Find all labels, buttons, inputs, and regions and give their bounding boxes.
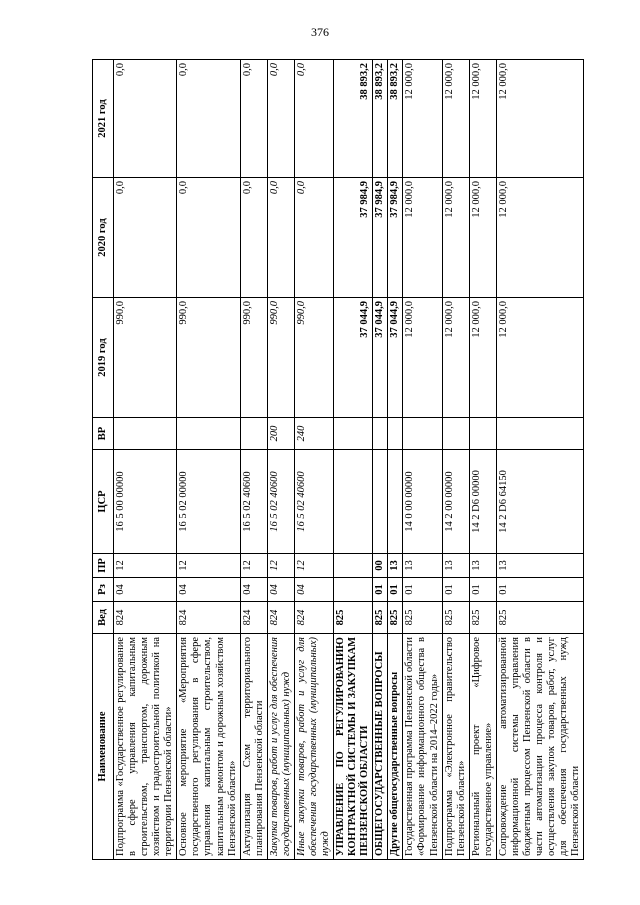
cell-pr: 12 bbox=[177, 554, 240, 578]
rotated-table-container bbox=[92, 60, 582, 860]
cell-vr bbox=[403, 418, 442, 450]
header-2020: 2020 год bbox=[93, 178, 114, 298]
cell-vr bbox=[388, 418, 403, 450]
cell-2019: 990,0 bbox=[294, 298, 333, 418]
cell-vr bbox=[469, 418, 496, 450]
cell-pr: 12 bbox=[114, 554, 177, 578]
cell-vr bbox=[442, 418, 469, 450]
cell-ved: 825 bbox=[442, 602, 469, 634]
page-number: 376 bbox=[311, 25, 329, 39]
cell-2020: 37 984,9 bbox=[373, 178, 388, 298]
cell-rz: 01 bbox=[403, 578, 442, 602]
cell-csr: 14 2 D6 64150 bbox=[496, 450, 583, 554]
cell-2019: 990,0 bbox=[114, 298, 177, 418]
cell-2021: 12 000,0 bbox=[496, 60, 583, 178]
cell-2021: 38 893,2 bbox=[388, 60, 403, 178]
cell-rz: 04 bbox=[240, 578, 267, 602]
cell-csr: 16 5 02 00000 bbox=[177, 450, 240, 554]
table-row bbox=[373, 60, 388, 860]
cell-name: Актуализация Схем территориального планирования Пензенской области bbox=[240, 634, 267, 860]
cell-vr: 200 bbox=[267, 418, 294, 450]
table-body bbox=[114, 60, 584, 860]
cell-pr: 13 bbox=[442, 554, 469, 578]
cell-vr bbox=[114, 418, 177, 450]
cell-2019: 12 000,0 bbox=[469, 298, 496, 418]
cell-name: УПРАВЛЕНИЕ ПО РЕГУЛИРОВАНИЮ КОНТРАКТНОЙ СИСТЕМЫ И ЗАКУПКАМ ПЕНЗЕНСКОЙ ОБЛАСТИ bbox=[334, 634, 373, 860]
cell-2020: 12 000,0 bbox=[469, 178, 496, 298]
header-ved: Вед bbox=[93, 602, 114, 634]
cell-pr: 12 bbox=[267, 554, 294, 578]
cell-rz bbox=[334, 578, 373, 602]
table-row bbox=[114, 60, 177, 860]
cell-2020: 12 000,0 bbox=[403, 178, 442, 298]
cell-name: Сопровождение автоматизированной информационной системы управления бюджетным процессом Пензенской области в части автоматизации процесса контроля и осуществления закупок товаров, работ, услуг для обеспечения государственных нужд Пензенской области bbox=[496, 634, 583, 860]
cell-csr: 14 0 00 00000 bbox=[403, 450, 442, 554]
cell-name: Региональный проект «Цифровое государственное управление» bbox=[469, 634, 496, 860]
cell-2021: 0,0 bbox=[114, 60, 177, 178]
table-row bbox=[442, 60, 469, 860]
table-row bbox=[403, 60, 442, 860]
header-name: Наименование bbox=[93, 634, 114, 860]
cell-rz: 04 bbox=[114, 578, 177, 602]
cell-vr bbox=[177, 418, 240, 450]
cell-2019: 990,0 bbox=[267, 298, 294, 418]
cell-vr bbox=[240, 418, 267, 450]
cell-rz: 01 bbox=[442, 578, 469, 602]
cell-ved: 825 bbox=[469, 602, 496, 634]
cell-pr bbox=[334, 554, 373, 578]
cell-2019: 12 000,0 bbox=[403, 298, 442, 418]
cell-2020: 0,0 bbox=[177, 178, 240, 298]
cell-2019: 990,0 bbox=[177, 298, 240, 418]
cell-pr: 13 bbox=[403, 554, 442, 578]
cell-ved: 825 bbox=[403, 602, 442, 634]
cell-csr bbox=[373, 450, 388, 554]
header-csr: ЦСР bbox=[93, 450, 114, 554]
cell-2021: 0,0 bbox=[267, 60, 294, 178]
table-row bbox=[240, 60, 267, 860]
cell-2021: 12 000,0 bbox=[403, 60, 442, 178]
cell-name: Иные закупки товаров, работ и услуг для обеспечения государственных (муниципальных) нужд bbox=[294, 634, 333, 860]
cell-rz: 01 bbox=[496, 578, 583, 602]
cell-2021: 38 893,2 bbox=[373, 60, 388, 178]
cell-csr: 16 5 02 40600 bbox=[240, 450, 267, 554]
cell-2019: 37 044,9 bbox=[373, 298, 388, 418]
header-2021: 2021 год bbox=[93, 60, 114, 178]
cell-2019: 37 044,9 bbox=[388, 298, 403, 418]
header-2019: 2019 год bbox=[93, 298, 114, 418]
table-row bbox=[334, 60, 373, 860]
cell-2019: 37 044,9 bbox=[334, 298, 373, 418]
cell-csr: 16 5 02 40600 bbox=[267, 450, 294, 554]
cell-rz: 04 bbox=[177, 578, 240, 602]
cell-pr: 12 bbox=[240, 554, 267, 578]
cell-vr bbox=[334, 418, 373, 450]
cell-name: Другие общегосударственные вопросы bbox=[388, 634, 403, 860]
cell-2021: 12 000,0 bbox=[469, 60, 496, 178]
cell-ved: 824 bbox=[240, 602, 267, 634]
cell-vr: 240 bbox=[294, 418, 333, 450]
cell-pr: 12 bbox=[294, 554, 333, 578]
cell-2020: 0,0 bbox=[114, 178, 177, 298]
cell-csr: 16 5 02 40600 bbox=[294, 450, 333, 554]
cell-csr bbox=[334, 450, 373, 554]
cell-2020: 12 000,0 bbox=[442, 178, 469, 298]
cell-2021: 12 000,0 bbox=[442, 60, 469, 178]
budget-table bbox=[92, 59, 584, 860]
cell-2020: 0,0 bbox=[294, 178, 333, 298]
cell-2021: 0,0 bbox=[177, 60, 240, 178]
table-row bbox=[496, 60, 583, 860]
cell-2021: 0,0 bbox=[294, 60, 333, 178]
cell-pr: 00 bbox=[373, 554, 388, 578]
cell-pr: 13 bbox=[388, 554, 403, 578]
cell-ved: 824 bbox=[294, 602, 333, 634]
cell-name: ОБЩЕГОСУДАРСТВЕННЫЕ ВОПРОСЫ bbox=[373, 634, 388, 860]
header-pr: ПР bbox=[93, 554, 114, 578]
table-row bbox=[469, 60, 496, 860]
header-rz: Рз bbox=[93, 578, 114, 602]
cell-2019: 12 000,0 bbox=[496, 298, 583, 418]
table-row bbox=[388, 60, 403, 860]
cell-name: Закупка товаров, работ и услуг для обеспечения государственных (муниципальных) нужд bbox=[267, 634, 294, 860]
cell-rz: 01 bbox=[469, 578, 496, 602]
cell-name: Подпрограмма «Электронное правительство Пензенской области» bbox=[442, 634, 469, 860]
cell-name: Государственная программа Пензенской области «Формирование информационного общества в Пензенской области на 2014–2022 годы» bbox=[403, 634, 442, 860]
cell-csr: 16 5 00 00000 bbox=[114, 450, 177, 554]
cell-2020: 37 984,9 bbox=[388, 178, 403, 298]
header-vr: ВР bbox=[93, 418, 114, 450]
cell-ved: 825 bbox=[334, 602, 373, 634]
cell-rz: 01 bbox=[388, 578, 403, 602]
cell-ved: 825 bbox=[388, 602, 403, 634]
cell-ved: 824 bbox=[114, 602, 177, 634]
table-row bbox=[177, 60, 240, 860]
cell-2021: 38 893,2 bbox=[334, 60, 373, 178]
cell-ved: 824 bbox=[267, 602, 294, 634]
header-row bbox=[93, 60, 114, 860]
cell-2020: 0,0 bbox=[267, 178, 294, 298]
cell-2020: 37 984,9 bbox=[334, 178, 373, 298]
cell-name: Основное мероприятие «Мероприятия государственного регулирования в сфере управления капитальным строительством, капитальным ремонтом и дорожным хозяйством Пензенской области» bbox=[177, 634, 240, 860]
cell-ved: 825 bbox=[373, 602, 388, 634]
cell-2019: 990,0 bbox=[240, 298, 267, 418]
table-row bbox=[294, 60, 333, 860]
cell-2019: 12 000,0 bbox=[442, 298, 469, 418]
cell-2020: 0,0 bbox=[240, 178, 267, 298]
table-row bbox=[267, 60, 294, 860]
cell-2021: 0,0 bbox=[240, 60, 267, 178]
cell-rz: 04 bbox=[294, 578, 333, 602]
cell-ved: 825 bbox=[496, 602, 583, 634]
cell-csr bbox=[388, 450, 403, 554]
cell-name: Подпрограмма «Государственное регулирование в сфере управления капитальным строительством, транспортом, дорожным хозяйством и градостроительной политикой на территории Пензенской области» bbox=[114, 634, 177, 860]
cell-ved: 824 bbox=[177, 602, 240, 634]
cell-rz: 01 bbox=[373, 578, 388, 602]
cell-csr: 14 2 00 00000 bbox=[442, 450, 469, 554]
cell-csr: 14 2 D6 00000 bbox=[469, 450, 496, 554]
cell-vr bbox=[373, 418, 388, 450]
cell-pr: 13 bbox=[469, 554, 496, 578]
cell-2020: 12 000,0 bbox=[496, 178, 583, 298]
cell-pr: 13 bbox=[496, 554, 583, 578]
cell-rz: 04 bbox=[267, 578, 294, 602]
cell-vr bbox=[496, 418, 583, 450]
